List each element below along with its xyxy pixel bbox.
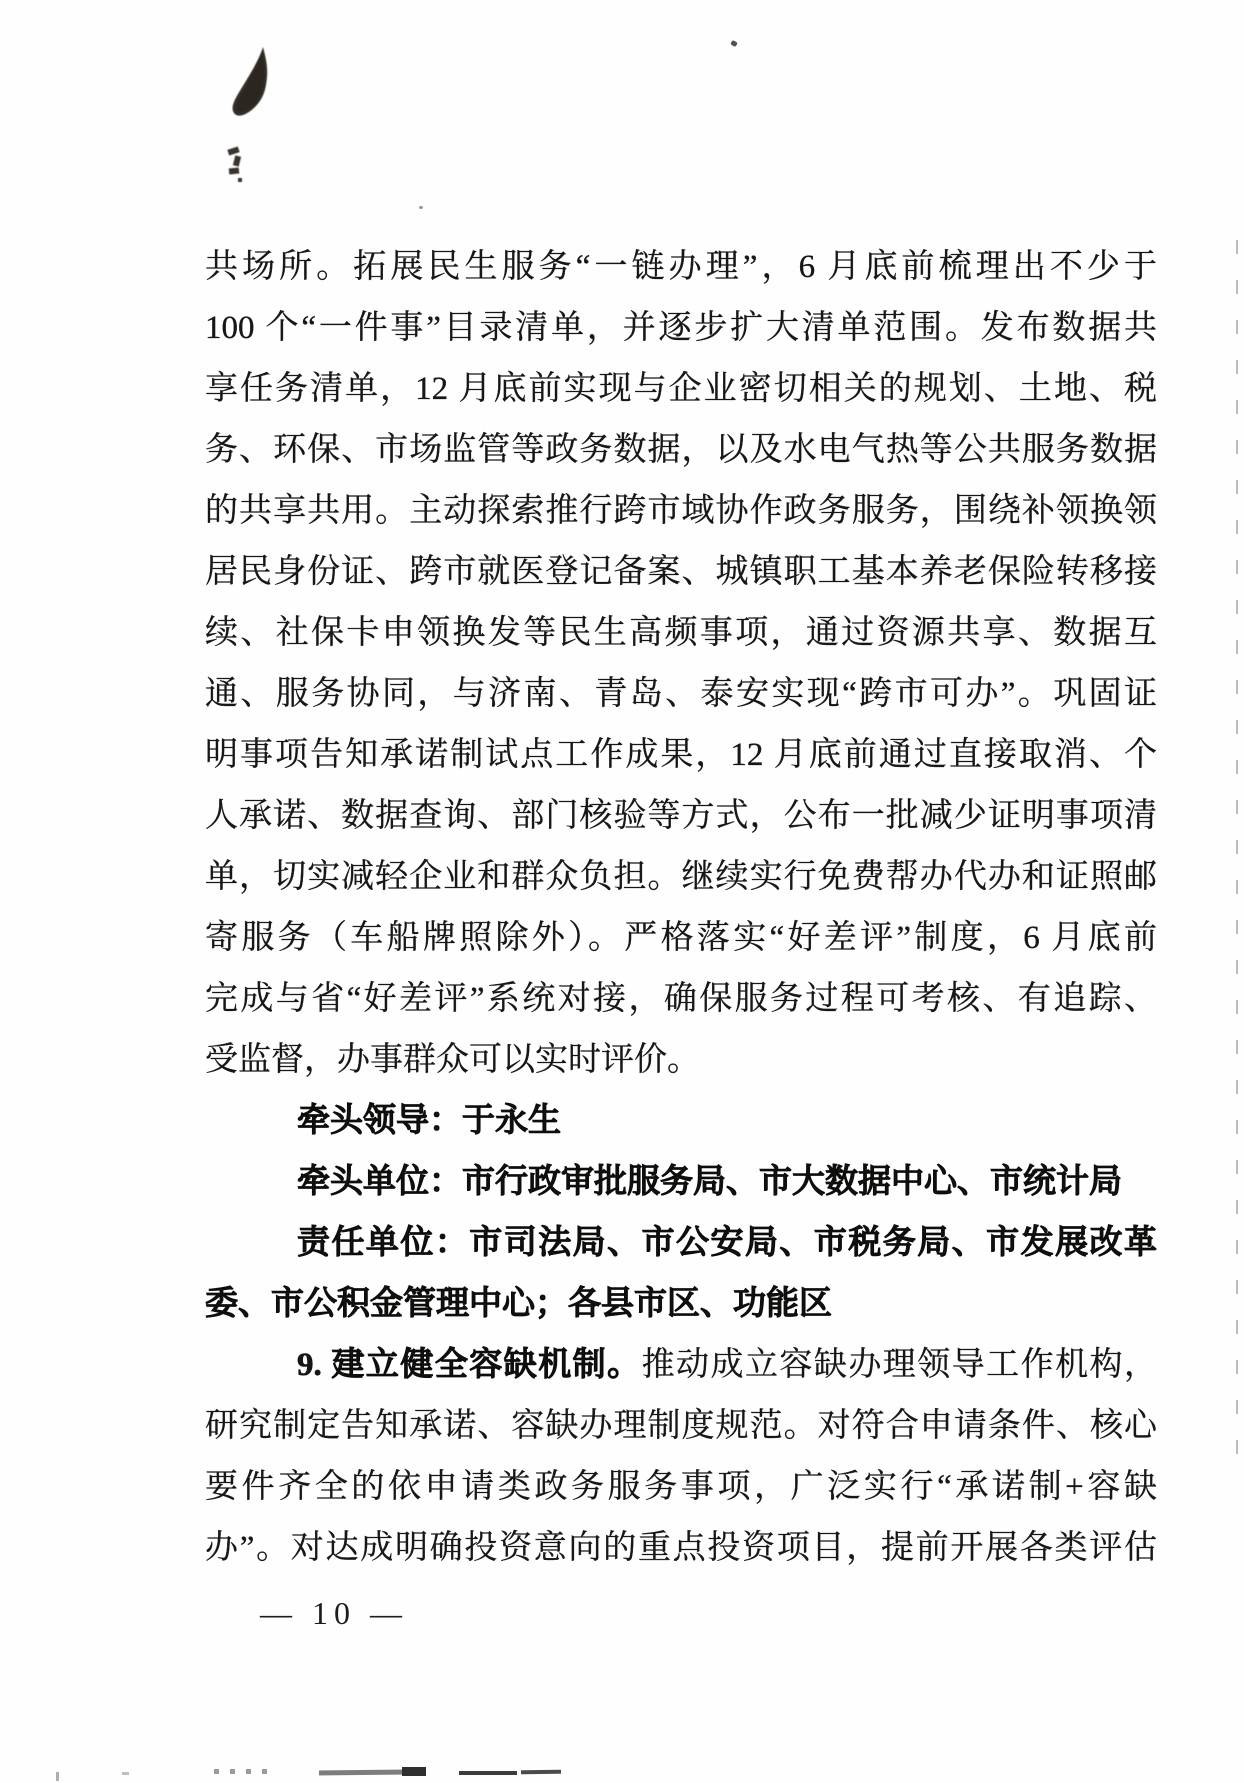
text-line <box>205 1457 1157 1518</box>
scan-speck <box>730 40 738 47</box>
text-line <box>205 1396 1157 1457</box>
bold-text-segment: 牵头单位：市行政审批服务局、市大数据中心、市统计局 <box>297 1164 1122 1200</box>
text-segment: 寄服务（车船牌照除外）。严格落实“好差评”制度，6 月底前 <box>205 920 1157 956</box>
document-body <box>205 237 1157 1579</box>
text-segment: 明事项告知承诺制试点工作成果，12 月底前通过直接取消、个 <box>205 737 1157 773</box>
text-segment: 享任务清单，12 月底前实现与企业密切相关的规划、土地、税 <box>205 371 1157 407</box>
bottom-smudge-artifact <box>319 1770 405 1776</box>
text-line <box>205 359 1157 420</box>
text-line <box>205 664 1157 725</box>
text-segment: 务、环保、市场监管等政务数据，以及水电气热等公共服务数据 <box>205 432 1157 468</box>
text-line <box>205 1518 1157 1579</box>
text-segment: 续、社保卡申领换发等民生高频事项，通过资源共享、数据互 <box>205 615 1157 651</box>
text-segment: 完成与省“好差评”系统对接，确保服务过程可考核、有追踪、 <box>205 981 1157 1017</box>
text-segment: 共场所。拓展民生服务“一链办理”，6 月底前梳理出不少于 <box>205 249 1157 285</box>
bottom-smudge-artifact <box>459 1771 517 1775</box>
text-line <box>205 1274 1157 1335</box>
page-number: — 10 — <box>260 1595 408 1631</box>
text-line <box>205 1030 1157 1091</box>
text-segment: 100 个“一件事”目录清单，并逐步扩大清单范围。发布数据共 <box>205 310 1157 346</box>
text-line <box>205 1213 1157 1274</box>
ink-smudge-artifact <box>222 146 250 194</box>
text-segment: 的共享共用。主动探索推行跨市域协作政务服务，围绕补领换领 <box>205 493 1157 529</box>
text-line <box>205 786 1157 847</box>
text-line <box>205 847 1157 908</box>
scan-speck <box>419 206 423 209</box>
bold-text-segment: 委、市公积金管理中心；各县市区、功能区 <box>205 1286 832 1322</box>
bottom-smudge-artifact <box>56 1772 59 1781</box>
text-line <box>205 908 1157 969</box>
text-segment: 通、服务协同，与济南、青岛、泰安实现“跨市可办”。巩固证 <box>205 676 1157 712</box>
text-segment: 要件齐全的依申请类政务服务事项，广泛实行“承诺制+容缺 <box>205 1469 1157 1505</box>
bottom-smudge-artifact <box>402 1767 426 1776</box>
text-segment: 办”。对达成明确投资意向的重点投资项目，提前开展各类评估 <box>205 1530 1157 1566</box>
text-line <box>205 298 1157 359</box>
bold-text-segment: 牵头领导：于永生 <box>297 1103 561 1139</box>
text-line <box>205 1091 1157 1152</box>
bottom-smudge-artifact <box>214 1769 268 1774</box>
scan-edge-artifact <box>1236 240 1238 1470</box>
text-segment: 推动成立容缺办理领导工作机构， <box>641 1347 1158 1383</box>
bold-text-segment: 9. 建立健全容缺机制。 <box>297 1347 642 1383</box>
text-line <box>205 481 1157 542</box>
text-line <box>205 725 1157 786</box>
text-line <box>205 1335 1157 1396</box>
bold-text-segment: 责任单位：市司法局、市公安局、市税务局、市发展改革 <box>297 1225 1157 1261</box>
bottom-smudge-artifact <box>122 1772 129 1775</box>
text-segment: 单，切实减轻企业和群众负担。继续实行免费帮办代办和证照邮 <box>205 859 1157 895</box>
text-line <box>205 1152 1157 1213</box>
text-line <box>205 237 1157 298</box>
text-line <box>205 542 1157 603</box>
text-line <box>205 969 1157 1030</box>
text-line <box>205 420 1157 481</box>
text-line <box>205 603 1157 664</box>
text-segment: 研究制定告知承诺、容缺办理制度规范。对符合申请条件、核心 <box>205 1408 1157 1444</box>
ink-blot-artifact <box>230 46 276 126</box>
text-segment: 居民身份证、跨市就医登记备案、城镇职工基本养老保险转移接 <box>205 554 1157 590</box>
text-segment: 受监督，办事群众可以实时评价。 <box>205 1042 700 1078</box>
bottom-smudge-artifact <box>521 1770 561 1775</box>
text-segment: 人承诺、数据查询、部门核验等方式，公布一批减少证明事项清 <box>205 798 1157 834</box>
